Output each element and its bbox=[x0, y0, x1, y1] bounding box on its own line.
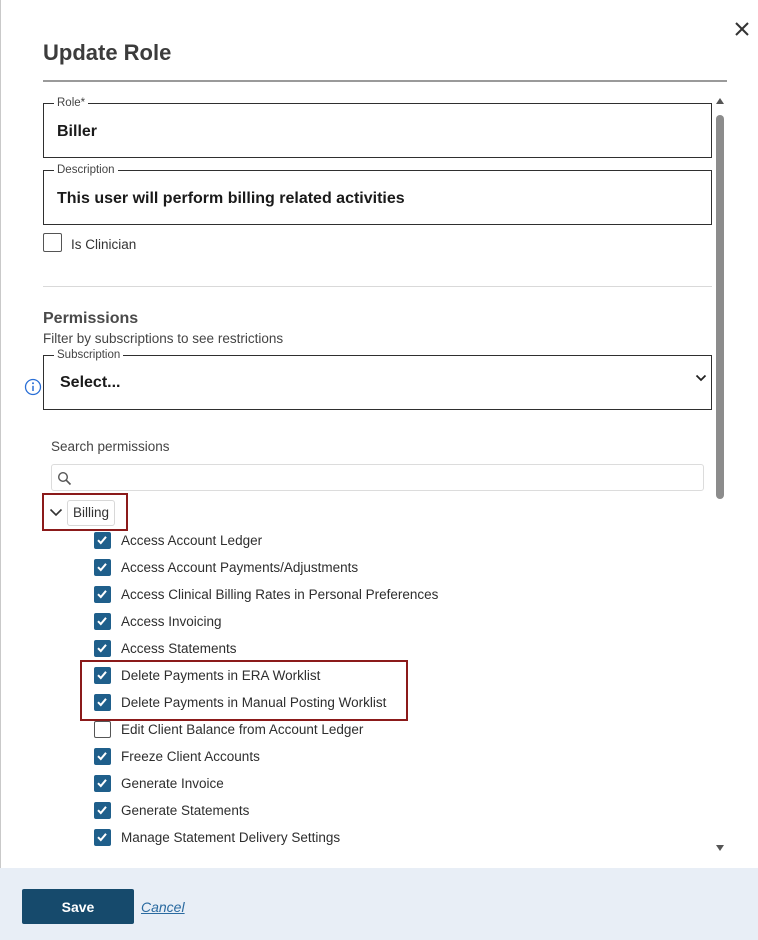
checkmark-icon bbox=[96, 561, 108, 573]
checkmark-icon bbox=[96, 615, 108, 627]
scrollbar[interactable] bbox=[713, 98, 727, 853]
permissions-subtitle: Filter by subscriptions to see restrictions bbox=[43, 331, 284, 346]
is-clinician-checkbox[interactable] bbox=[43, 233, 62, 252]
dialog-title: Update Role bbox=[43, 40, 172, 65]
subscription-label: Subscription bbox=[54, 348, 123, 362]
title-divider bbox=[43, 80, 727, 82]
checkmark-icon bbox=[96, 534, 108, 546]
permission-checkbox[interactable] bbox=[94, 532, 111, 549]
description-label: Description bbox=[54, 163, 118, 177]
checkmark-icon bbox=[96, 777, 108, 789]
permission-label: Generate Statements bbox=[121, 803, 250, 818]
billing-group-label[interactable]: Billing bbox=[67, 500, 115, 526]
role-field[interactable] bbox=[43, 97, 712, 158]
permission-checkbox[interactable] bbox=[94, 829, 111, 846]
role-label: Role* bbox=[54, 96, 88, 110]
subscription-selected-value: Select... bbox=[60, 374, 121, 391]
close-icon bbox=[731, 18, 753, 40]
chevron-down-icon[interactable] bbox=[49, 508, 63, 517]
permission-checkbox[interactable] bbox=[94, 613, 111, 630]
permission-checkbox[interactable] bbox=[94, 586, 111, 603]
scrollbar-thumb[interactable] bbox=[716, 115, 724, 499]
close-button[interactable] bbox=[731, 18, 753, 40]
permission-label: Manage Statement Delivery Settings bbox=[121, 830, 341, 845]
role-input[interactable]: Biller bbox=[57, 123, 98, 140]
is-clinician-label: Is Clinician bbox=[71, 237, 137, 252]
permission-label: Delete Payments in Manual Posting Worklist bbox=[121, 695, 387, 710]
checkmark-icon bbox=[96, 831, 108, 843]
scroll-down-arrow-icon[interactable] bbox=[716, 845, 724, 851]
subscription-select[interactable] bbox=[43, 349, 712, 410]
permission-label: Freeze Client Accounts bbox=[121, 749, 260, 764]
permission-label: Access Statements bbox=[121, 641, 237, 656]
search-permissions-input[interactable] bbox=[51, 464, 704, 491]
permission-label: Access Account Payments/Adjustments bbox=[121, 560, 359, 575]
permission-checkbox[interactable] bbox=[94, 640, 111, 657]
checkmark-icon bbox=[96, 588, 108, 600]
permission-checkbox[interactable] bbox=[94, 721, 111, 738]
permission-label: Access Account Ledger bbox=[121, 533, 263, 548]
checkmark-icon bbox=[96, 804, 108, 816]
checkmark-icon bbox=[96, 642, 108, 654]
permission-checkbox[interactable] bbox=[94, 775, 111, 792]
search-permissions-label: Search permissions bbox=[51, 439, 170, 454]
permission-label: Edit Client Balance from Account Ledger bbox=[121, 722, 364, 737]
info-icon[interactable] bbox=[24, 378, 42, 396]
permission-label: Access Invoicing bbox=[121, 614, 222, 629]
chevron-down-icon bbox=[695, 374, 707, 382]
save-button[interactable]: Save bbox=[22, 889, 134, 924]
scroll-up-arrow-icon[interactable] bbox=[716, 98, 724, 104]
permission-checkbox[interactable] bbox=[94, 802, 111, 819]
permission-checkbox[interactable] bbox=[94, 748, 111, 765]
permission-checkbox[interactable] bbox=[94, 559, 111, 576]
dialog-footer bbox=[0, 868, 758, 940]
section-divider bbox=[43, 286, 712, 287]
permission-label: Generate Invoice bbox=[121, 776, 224, 791]
permission-label: Delete Payments in ERA Worklist bbox=[121, 668, 321, 683]
permissions-heading: Permissions bbox=[43, 310, 139, 327]
permission-label: Access Clinical Billing Rates in Personal Preferences bbox=[121, 587, 439, 602]
dialog-scroll-region bbox=[0, 84, 758, 858]
description-field[interactable] bbox=[43, 164, 712, 225]
cancel-link[interactable]: Cancel bbox=[141, 899, 185, 915]
search-icon bbox=[57, 471, 72, 486]
delete-payments-highlight bbox=[80, 660, 408, 721]
description-input[interactable]: This user will perform billing related activities bbox=[57, 190, 405, 207]
checkmark-icon bbox=[96, 750, 108, 762]
